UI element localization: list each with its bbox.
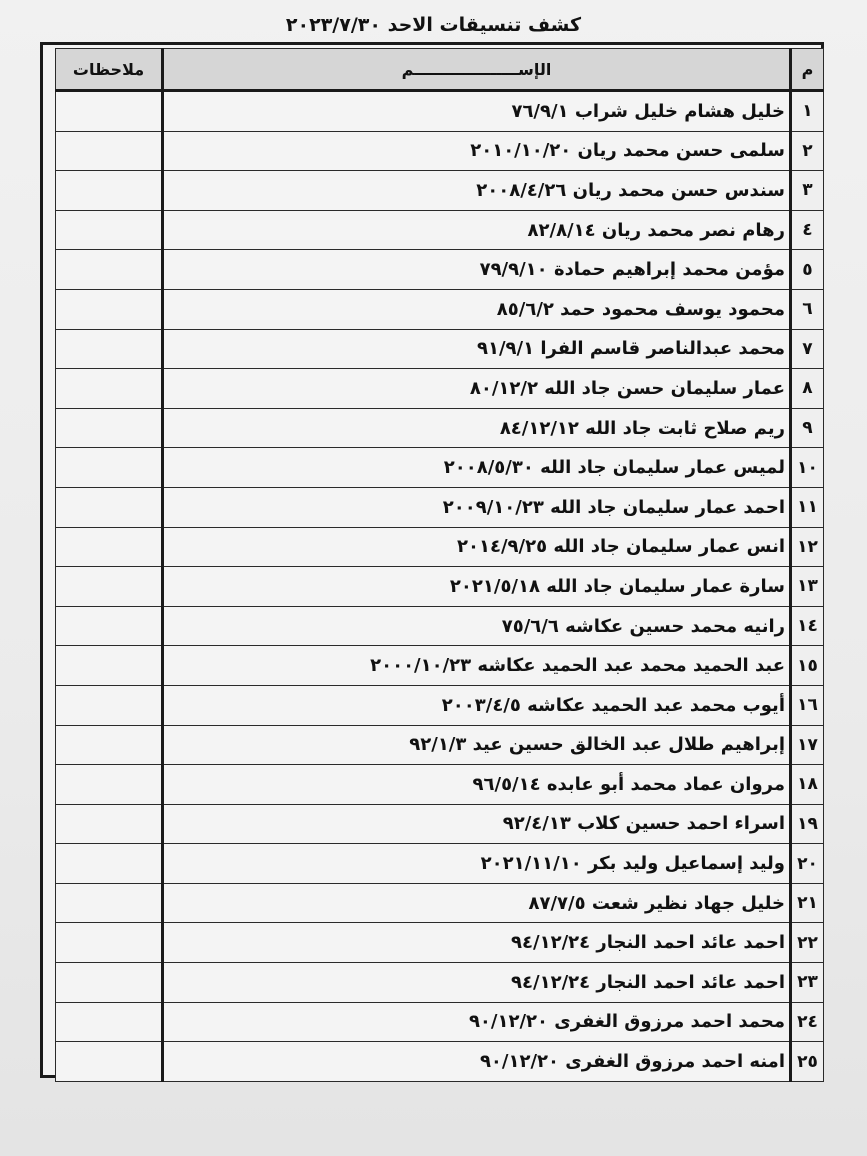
row-notes [56,923,163,963]
row-name-date: محمد عبدالناصر قاسم الفرا ٩١/٩/١ [163,329,791,369]
row-number: ١٤ [791,606,824,646]
table-row [56,369,824,409]
table-row [56,646,824,686]
table-row [56,171,824,211]
table-row [56,1002,824,1042]
row-name-date: أيوب محمد عبد الحميد عكاشه ٢٠٠٣/٤/٥ [163,685,791,725]
table-row [56,1042,824,1082]
row-notes [56,646,163,686]
row-name-date: سارة عمار سليمان جاد الله ٢٠٢١/٥/١٨ [163,567,791,607]
row-name-date: انس عمار سليمان جاد الله ٢٠١٤/٩/٢٥ [163,527,791,567]
row-number: ٢٤ [791,1002,824,1042]
row-notes [56,131,163,171]
row-notes [56,369,163,409]
row-notes [56,487,163,527]
row-number: ٣ [791,171,824,211]
row-number: ١٩ [791,804,824,844]
table-row [56,923,824,963]
table-row [56,685,824,725]
table-row [56,606,824,646]
row-notes [56,250,163,290]
row-number: ١٦ [791,685,824,725]
names-table [55,48,824,1082]
row-name-date: احمد عائد احمد النجار ٩٤/١٢/٢٤ [163,963,791,1003]
row-name-date: ريم صلاح ثابت جاد الله ٨٤/١٢/١٢ [163,408,791,448]
row-number: ١٢ [791,527,824,567]
row-number: ٢ [791,131,824,171]
row-name-date: عبد الحميد محمد عبد الحميد عكاشه ٢٠٠٠/١٠/٢٣ [163,646,791,686]
row-name-date: سندس حسن محمد ريان ٢٠٠٨/٤/٢٦ [163,171,791,211]
row-notes [56,91,163,132]
row-name-date: عمار سليمان حسن جاد الله ٨٠/١٢/٢ [163,369,791,409]
document-title: كشف تنسيقات الاحد ٢٠٢٣/٧/٣٠ [285,14,582,36]
table-row [56,131,824,171]
table-row [56,844,824,884]
header-number: م [791,49,824,91]
table-row [56,408,824,448]
row-notes [56,765,163,805]
row-notes [56,289,163,329]
row-notes [56,725,163,765]
row-number: ٢١ [791,883,824,923]
table-row [56,289,824,329]
row-number: ٩ [791,408,824,448]
row-number: ١٥ [791,646,824,686]
table-row [56,91,824,132]
row-notes [56,527,163,567]
row-name-date: امنه احمد مرزوق الغفرى ٩٠/١٢/٢٠ [163,1042,791,1082]
row-name-date: رهام نصر محمد ريان ٨٢/٨/١٤ [163,210,791,250]
row-number: ٨ [791,369,824,409]
table-row [56,448,824,488]
row-name-date: احمد عمار سليمان جاد الله ٢٠٠٩/١٠/٢٣ [163,487,791,527]
row-number: ٦ [791,289,824,329]
row-number: ٢٠ [791,844,824,884]
row-notes [56,448,163,488]
row-name-date: وليد إسماعيل وليد بكر ٢٠٢١/١١/١٠ [163,844,791,884]
row-name-date: مؤمن محمد إبراهيم حمادة ٧٩/٩/١٠ [163,250,791,290]
table-row [56,329,824,369]
row-notes [56,685,163,725]
table-row [56,487,824,527]
row-name-date: اسراء احمد حسين كلاب ٩٢/٤/١٣ [163,804,791,844]
row-notes [56,804,163,844]
table-header-row [56,49,824,91]
table-row [56,527,824,567]
row-notes [56,844,163,884]
row-notes [56,1042,163,1082]
table-row [56,210,824,250]
header-name: الإســـــــــــــــــــم [163,49,791,91]
row-name-date: مروان عماد محمد أبو عابده ٩٦/٥/١٤ [163,765,791,805]
row-number: ١٨ [791,765,824,805]
row-name-date: سلمى حسن محمد ريان ٢٠١٠/١٠/٢٠ [163,131,791,171]
row-notes [56,963,163,1003]
row-number: ٥ [791,250,824,290]
row-name-date: لميس عمار سليمان جاد الله ٢٠٠٨/٥/٣٠ [163,448,791,488]
table-row [56,883,824,923]
row-notes [56,210,163,250]
table-row [56,765,824,805]
row-name-date: محمد احمد مرزوق الغفرى ٩٠/١٢/٢٠ [163,1002,791,1042]
row-notes [56,567,163,607]
table-row [56,250,824,290]
row-number: ٢٥ [791,1042,824,1082]
row-number: ٢٢ [791,923,824,963]
row-number: ١١ [791,487,824,527]
row-number: ٤ [791,210,824,250]
row-notes [56,606,163,646]
row-notes [56,171,163,211]
row-number: ١٧ [791,725,824,765]
row-number: ١ [791,91,824,132]
row-name-date: خليل هشام خليل شراب ٧٦/٩/١ [163,91,791,132]
row-notes [56,329,163,369]
row-name-date: احمد عائد احمد النجار ٩٤/١٢/٢٤ [163,923,791,963]
row-notes [56,883,163,923]
row-number: ٢٣ [791,963,824,1003]
row-name-date: محمود يوسف محمود حمد ٨٥/٦/٢ [163,289,791,329]
row-number: ٧ [791,329,824,369]
header-notes: ملاحظات [56,49,163,91]
row-name-date: إبراهيم طلال عبد الخالق حسين عيد ٩٢/١/٣ [163,725,791,765]
row-number: ١٣ [791,567,824,607]
row-number: ١٠ [791,448,824,488]
table-row [56,963,824,1003]
table-row [56,725,824,765]
row-notes [56,408,163,448]
table-row [56,567,824,607]
row-name-date: رانيه محمد حسين عكاشه ٧٥/٦/٦ [163,606,791,646]
row-notes [56,1002,163,1042]
table-row [56,804,824,844]
row-name-date: خليل جهاد نظير شعت ٨٧/٧/٥ [163,883,791,923]
